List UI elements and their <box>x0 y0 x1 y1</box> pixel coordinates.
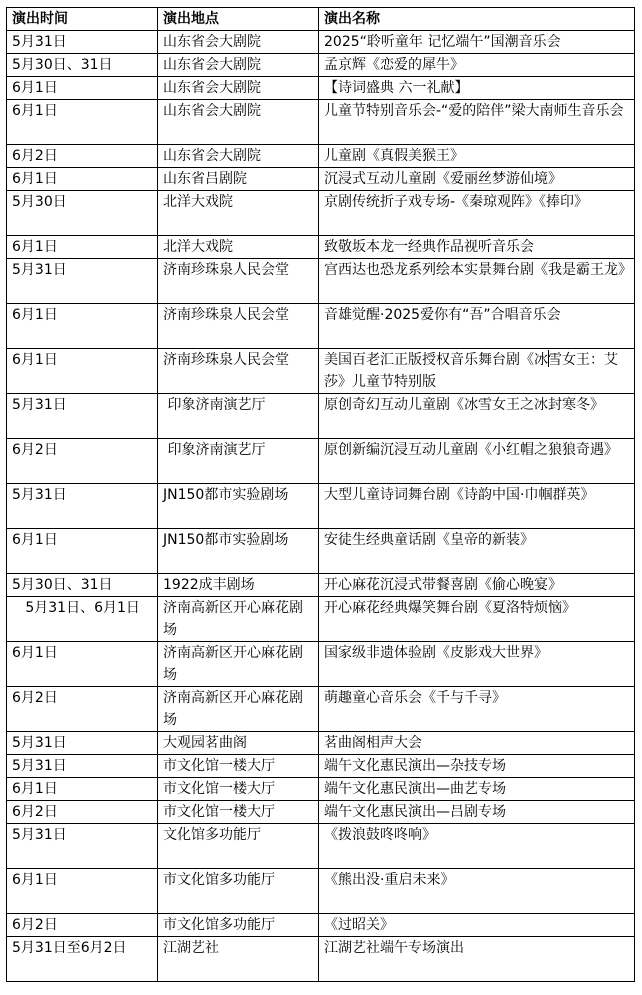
cell-venue[interactable]: 山东省会大剧院 <box>158 77 319 100</box>
cell-date[interactable]: 6月1日 <box>7 349 158 394</box>
cell-date[interactable]: 5月31日 <box>7 732 158 755</box>
cell-title[interactable]: 开心麻花沉浸式带餐喜剧《偷心晚宴》 <box>319 574 635 597</box>
cell-title[interactable]: 安徒生经典童话剧《皇帝的新装》 <box>319 529 635 574</box>
cell-venue[interactable]: 市文化馆一楼大厅 <box>158 801 319 824</box>
table-row <box>7 31 635 54</box>
table-row <box>7 349 635 394</box>
cell-venue[interactable]: JN150都市实验剧场 <box>158 529 319 574</box>
performance-schedule-sheet <box>6 7 635 982</box>
cell-date[interactable]: 6月1日 <box>7 869 158 914</box>
table-row <box>7 778 635 801</box>
cell-venue[interactable]: 市文化馆一楼大厅 <box>158 755 319 778</box>
cell-venue[interactable]: 山东省吕剧院 <box>158 168 319 191</box>
cell-title[interactable]: 大型儿童诗词舞台剧《诗韵中国·巾帼群英》 <box>319 484 635 529</box>
cell-title[interactable]: 京剧传统折子戏专场-《秦琼观阵》《捧印》 <box>319 191 635 236</box>
cell-venue[interactable]: 1922成丰剧场 <box>158 574 319 597</box>
cell-title[interactable]: 《拨浪鼓咚咚响》 <box>319 824 635 869</box>
table-row <box>7 394 635 439</box>
cell-date[interactable]: 6月1日 <box>7 100 158 145</box>
cell-title[interactable]: 致敬坂本龙一经典作品视听音乐会 <box>319 236 635 259</box>
cell-date[interactable]: 5月31日 <box>7 394 158 439</box>
table-row <box>7 77 635 100</box>
cell-title[interactable]: 《过昭关》 <box>319 914 635 937</box>
table-row <box>7 236 635 259</box>
table-row <box>7 100 635 145</box>
cell-title[interactable]: 江湖艺社端午专场演出 <box>319 937 635 982</box>
table-row <box>7 687 635 732</box>
cell-date[interactable]: 5月31日 <box>7 259 158 304</box>
cell-title[interactable]: 国家级非遗体验剧《皮影戏大世界》 <box>319 642 635 687</box>
table-row <box>7 597 635 642</box>
table-row <box>7 642 635 687</box>
cell-venue[interactable]: 济南珍珠泉人民会堂 <box>158 349 319 394</box>
cell-title[interactable]: 音雄觉醒·2025爱你有“吾”合唱音乐会 <box>319 304 635 349</box>
table-row <box>7 732 635 755</box>
table-row <box>7 484 635 529</box>
cell-date[interactable]: 6月2日 <box>7 145 158 168</box>
cell-venue[interactable]: 市文化馆一楼大厅 <box>158 778 319 801</box>
cell-venue[interactable]: 北洋大戏院 <box>158 236 319 259</box>
cell-title[interactable]: 宫西达也恐龙系列绘本实景舞台剧《我是霸王龙》 <box>319 259 635 304</box>
cell-date[interactable]: 6月1日 <box>7 77 158 100</box>
cell-venue[interactable]: 济南珍珠泉人民会堂 <box>158 304 319 349</box>
table-row <box>7 439 635 484</box>
cell-date[interactable]: 6月1日 <box>7 642 158 687</box>
cell-date[interactable]: 5月31日、6月1日 <box>7 597 158 642</box>
table-row <box>7 574 635 597</box>
cell-venue[interactable]: 山东省会大剧院 <box>158 31 319 54</box>
cell-title[interactable]: 原创奇幻互动儿童剧《冰雪女王之冰封寒冬》 <box>319 394 635 439</box>
cell-date[interactable]: 5月31日 <box>7 824 158 869</box>
table-row <box>7 914 635 937</box>
cell-venue[interactable]: 市文化馆多功能厅 <box>158 914 319 937</box>
cell-venue[interactable]: 大观园茗曲阁 <box>158 732 319 755</box>
cell-venue[interactable]: JN150都市实验剧场 <box>158 484 319 529</box>
table-row <box>7 755 635 778</box>
cell-venue[interactable]: 印象济南演艺厅 <box>158 394 319 439</box>
header-venue[interactable]: 演出地点 <box>158 8 319 31</box>
cell-title[interactable]: 沉浸式互动儿童剧《爱丽丝梦游仙境》 <box>319 168 635 191</box>
cell-title-with-caret[interactable] <box>319 349 635 394</box>
title-text-after-caret: 雪女王：艾莎》儿童节特别版 <box>324 352 618 390</box>
cell-title[interactable]: 端午文化惠民演出—杂技专场 <box>319 755 635 778</box>
cell-venue[interactable]: 济南高新区开心麻花剧场 <box>158 597 319 642</box>
cell-title[interactable]: 儿童剧《真假美猴王》 <box>319 145 635 168</box>
cell-venue[interactable]: 江湖艺社 <box>158 937 319 982</box>
cell-date[interactable]: 6月1日 <box>7 304 158 349</box>
cell-date[interactable]: 6月2日 <box>7 687 158 732</box>
cell-title[interactable]: 端午文化惠民演出—吕剧专场 <box>319 801 635 824</box>
cell-title[interactable]: 【诗词盛典 六一礼献】 <box>319 77 635 100</box>
cell-date[interactable]: 5月31日 <box>7 484 158 529</box>
header-date[interactable]: 演出时间 <box>7 8 158 31</box>
cell-date[interactable]: 6月1日 <box>7 529 158 574</box>
cell-title[interactable]: 萌趣童心音乐会《千与千寻》 <box>319 687 635 732</box>
cell-date[interactable]: 5月31日 <box>7 31 158 54</box>
table-row <box>7 54 635 77</box>
table-row <box>7 869 635 914</box>
cell-venue[interactable]: 山东省会大剧院 <box>158 100 319 145</box>
cell-title[interactable]: 原创新编沉浸互动儿童剧《小红帽之狼狼奇遇》 <box>319 439 635 484</box>
cell-title[interactable]: 茗曲阁相声大会 <box>319 732 635 755</box>
cell-date[interactable]: 6月1日 <box>7 778 158 801</box>
header-title[interactable]: 演出名称 <box>319 8 635 31</box>
cell-venue[interactable]: 市文化馆多功能厅 <box>158 869 319 914</box>
cell-date[interactable]: 5月30日 <box>7 191 158 236</box>
cell-venue[interactable]: 文化馆多功能厅 <box>158 824 319 869</box>
title-text-before-caret: 美国百老汇正版授权音乐舞台剧《冰 <box>324 352 548 368</box>
cell-title[interactable]: 《熊出没·重启未来》 <box>319 869 635 914</box>
cell-date[interactable]: 5月31日至6月2日 <box>7 937 158 982</box>
cell-title[interactable]: 2025“聆听童年 记忆端午”国潮音乐会 <box>319 31 635 54</box>
cell-venue[interactable]: 山东省会大剧院 <box>158 145 319 168</box>
cell-date[interactable]: 5月30日、31日 <box>7 54 158 77</box>
cell-date[interactable]: 5月31日 <box>7 755 158 778</box>
cell-date[interactable]: 6月1日 <box>7 168 158 191</box>
cell-date[interactable]: 6月2日 <box>7 439 158 484</box>
cell-title[interactable]: 孟京辉《恋爱的犀牛》 <box>319 54 635 77</box>
cell-date[interactable]: 6月2日 <box>7 914 158 937</box>
cell-date[interactable]: 6月2日 <box>7 801 158 824</box>
table-row <box>7 191 635 236</box>
performance-schedule-table <box>6 7 635 982</box>
table-row <box>7 145 635 168</box>
cell-venue[interactable]: 济南高新区开心麻花剧场 <box>158 687 319 732</box>
table-row <box>7 824 635 869</box>
cell-title[interactable]: 开心麻花经典爆笑舞台剧《夏洛特烦恼》 <box>319 597 635 642</box>
cell-venue[interactable]: 山东省会大剧院 <box>158 54 319 77</box>
cell-date[interactable]: 6月1日 <box>7 236 158 259</box>
cell-venue[interactable]: 印象济南演艺厅 <box>158 439 319 484</box>
table-row <box>7 529 635 574</box>
header-row <box>7 8 635 31</box>
table-row <box>7 801 635 824</box>
cell-venue[interactable]: 济南珍珠泉人民会堂 <box>158 259 319 304</box>
cell-date[interactable]: 5月30日、31日 <box>7 574 158 597</box>
table-row <box>7 304 635 349</box>
cell-title[interactable]: 儿童节特别音乐会-“爱的陪伴”梁大南师生音乐会 <box>319 100 635 145</box>
cell-venue[interactable]: 北洋大戏院 <box>158 191 319 236</box>
cell-title[interactable]: 端午文化惠民演出—曲艺专场 <box>319 778 635 801</box>
cell-venue[interactable]: 济南高新区开心麻花剧场 <box>158 642 319 687</box>
table-row <box>7 937 635 982</box>
table-row <box>7 259 635 304</box>
table-row <box>7 168 635 191</box>
